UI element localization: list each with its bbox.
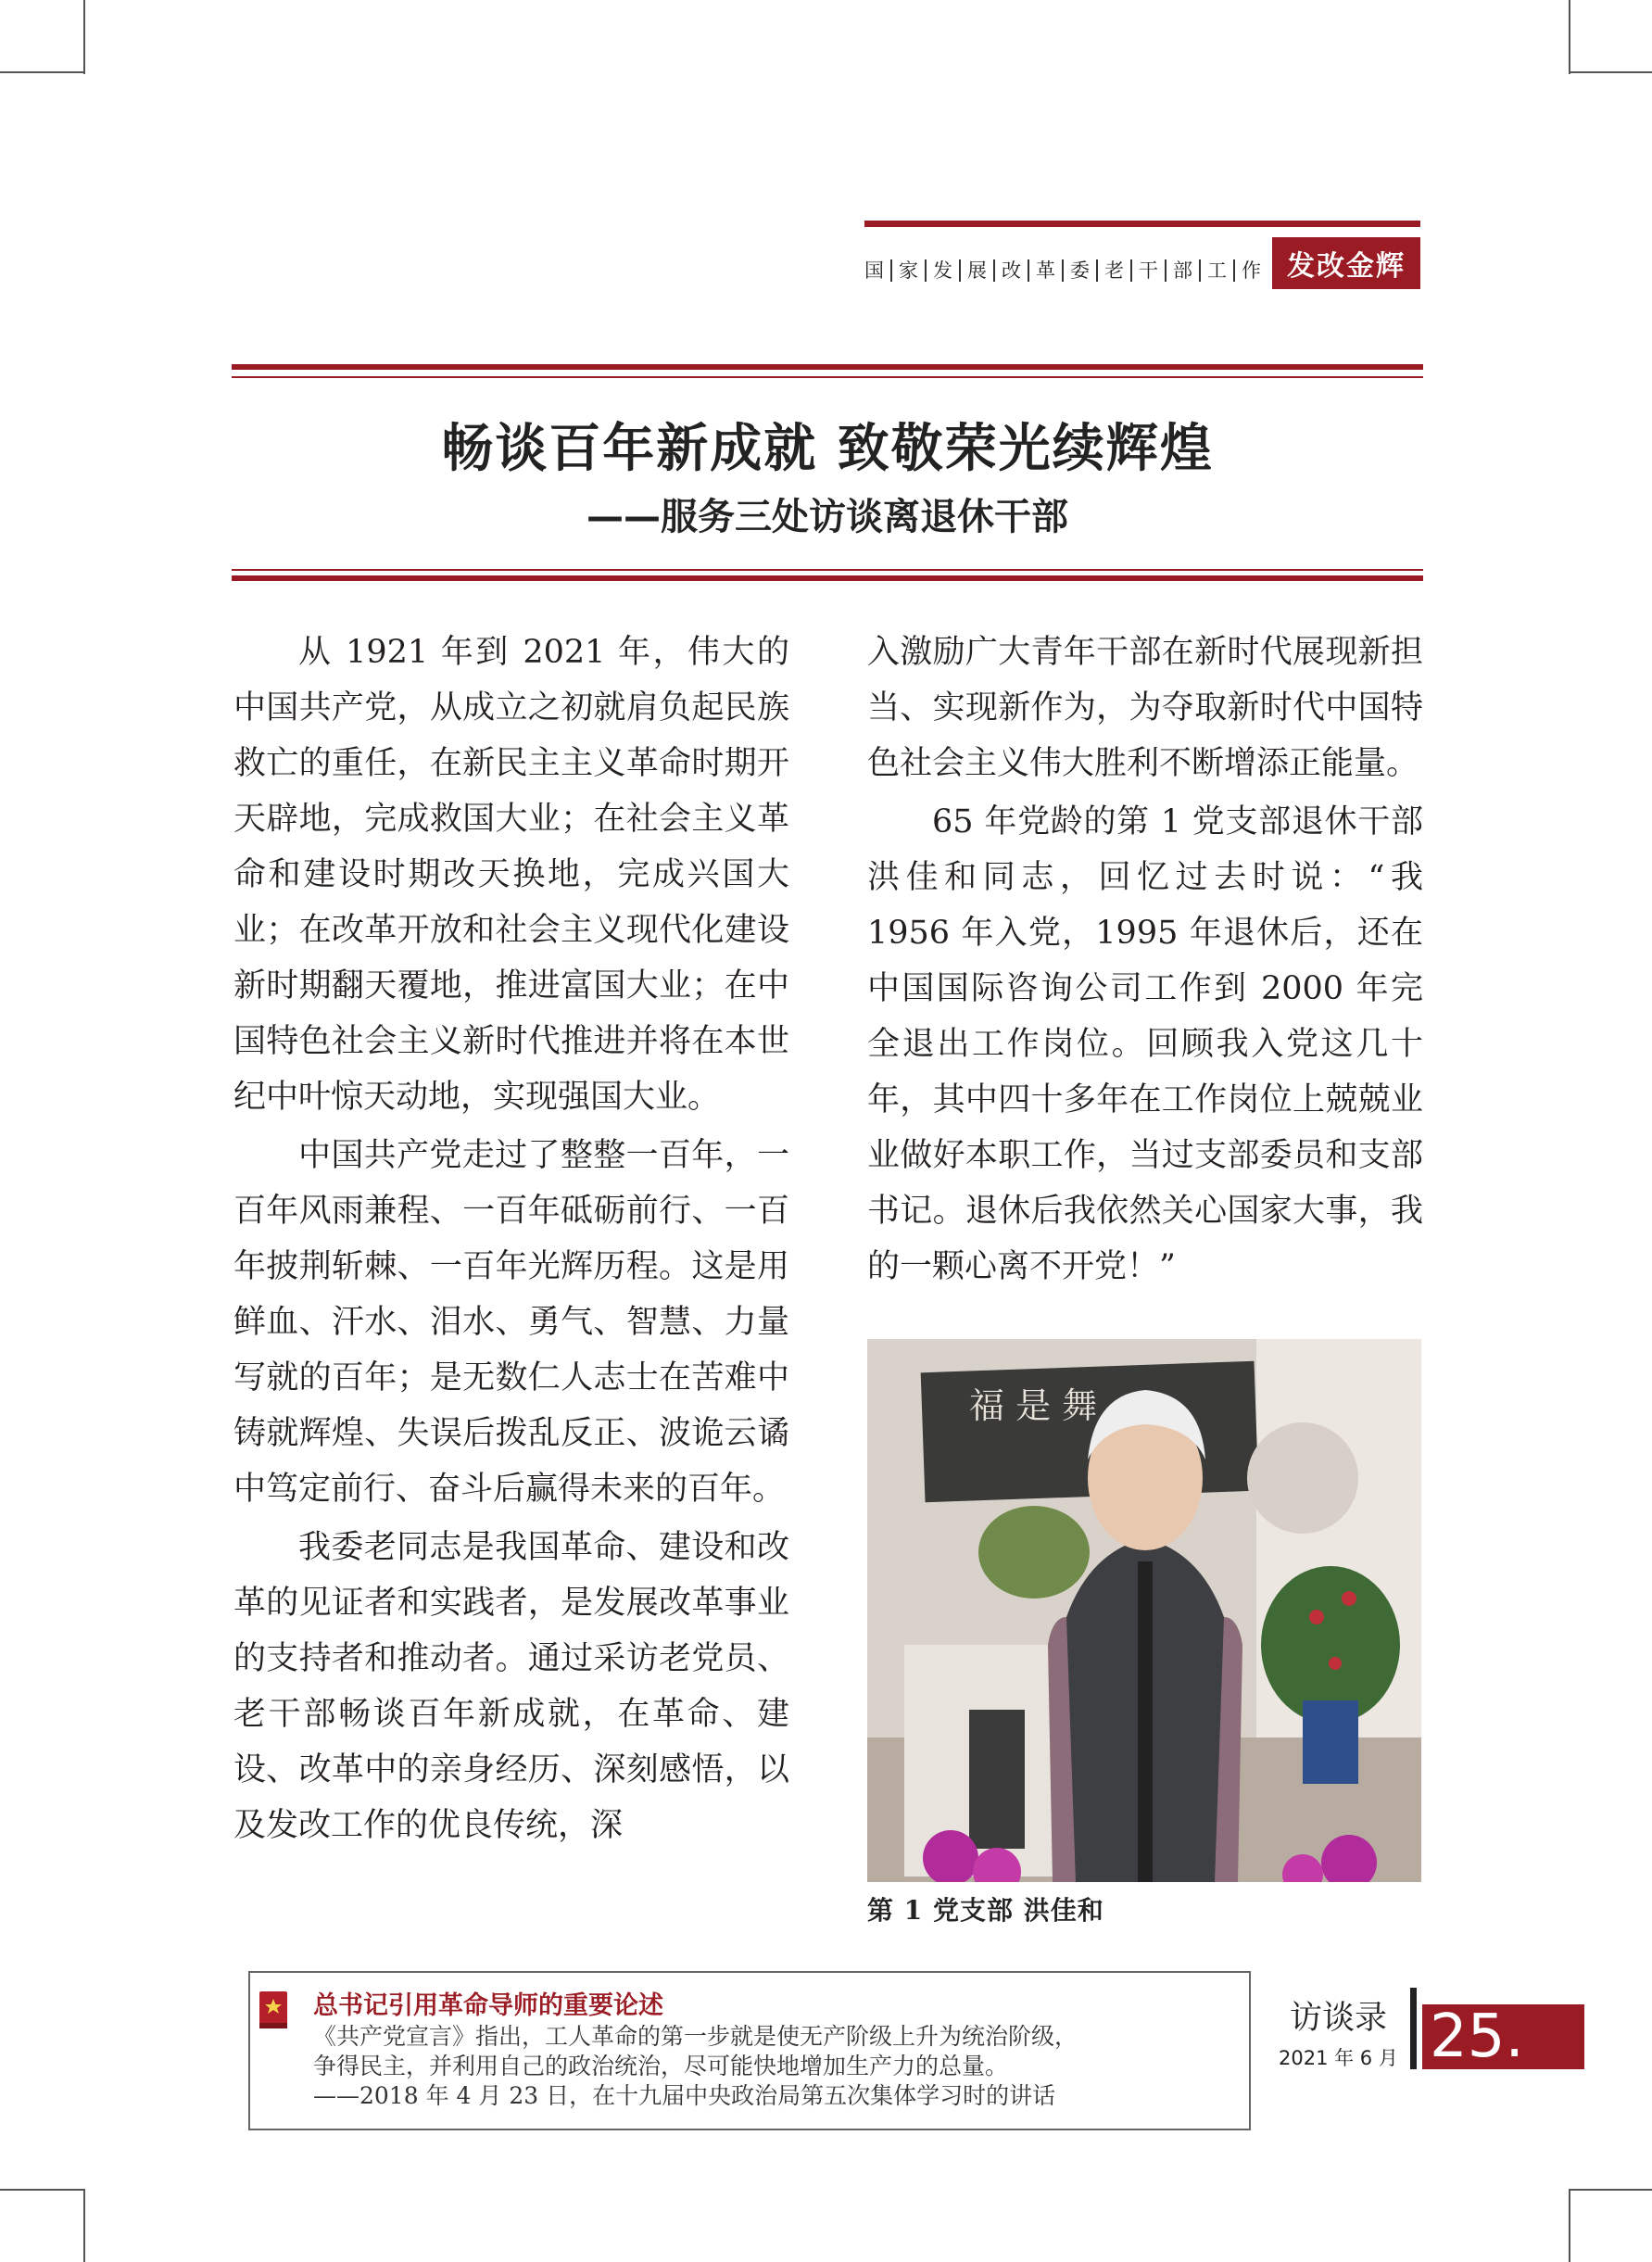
paragraph-continuation: 入激励广大青年干部在新时代展现新担当、实现新作为，为夺取新时代中国特色社会主义伟大胜利不断增添正能量。 bbox=[867, 634, 1423, 782]
crop-mark bbox=[83, 0, 85, 74]
crop-mark bbox=[1569, 2189, 1652, 2191]
crop-mark bbox=[83, 2189, 85, 2262]
page-number: 25. bbox=[1422, 2004, 1584, 2069]
portrait-photo bbox=[867, 1339, 1421, 1882]
header-char: 委 bbox=[1064, 259, 1098, 282]
header-char: 作 bbox=[1242, 259, 1261, 282]
quote-title: 总书记引用革命导师的重要论述 bbox=[313, 1991, 663, 2020]
right-column bbox=[867, 625, 1423, 1297]
footer-divider bbox=[1410, 1988, 1417, 2069]
book-star-icon bbox=[256, 1990, 293, 2034]
portrait-illustration bbox=[867, 1339, 1421, 1882]
section-label: 访谈录 bbox=[1290, 2000, 1388, 2037]
paragraph: 从 1921 年到 2021 年，伟大的中国共产党，从成立之初就肩负起民族救亡的重任，在新民主主义革命时期开天辟地，完成救国大业；在社会主义革命和建设时期改天换地，完成兴国大业；在改革开放和社会主义现代化建设新时期翻天覆地，推进富国大业；在中国特色社会主义新时代推进并将在本世纪中叶惊天动地，实现强国大业。 bbox=[233, 634, 789, 1116]
crop-mark bbox=[1569, 2189, 1570, 2262]
crop-mark bbox=[1569, 0, 1570, 74]
quote-line: 争得民主，并利用自己的政治统治，尽可能快地增加生产力的总量。 bbox=[313, 2053, 1009, 2079]
header-org-name bbox=[864, 254, 1267, 287]
paragraph: 65 年党龄的第 1 党支部退休干部洪佳和同志，回忆过去时说：“我 1956 年入党，1995 年退休后，还在中国国际咨询公司工作到 2000 年完全退出工作岗位。回顾我入党这几十年，其中四十多年在工作岗位上兢兢业业做好本职工作，当过支部委员和支部书记。退休后我依然关心国家大事，我的一颗心离不开党！” bbox=[867, 803, 1423, 1285]
title-rule-top-thin bbox=[232, 376, 1423, 378]
header-char: 干 bbox=[1132, 259, 1166, 282]
issue-date: 2021 年 6 月 bbox=[1279, 2047, 1398, 2069]
crop-mark bbox=[0, 71, 85, 73]
header-badge: 发改金辉 bbox=[1272, 237, 1420, 289]
article-subtitle: ——服务三处访谈离退休干部 bbox=[586, 496, 1068, 538]
crop-mark bbox=[1569, 71, 1652, 73]
header-char: 部 bbox=[1166, 259, 1201, 282]
left-column bbox=[233, 625, 789, 1856]
header-char: 国 bbox=[864, 259, 892, 282]
header-char: 家 bbox=[892, 259, 927, 282]
board-text: 福 是 舞 bbox=[969, 1385, 1098, 1426]
quote-line: 《共产党宣言》指出，工人革命的第一步就是使无产阶级上升为统治阶级， bbox=[313, 2023, 1078, 2050]
title-rule-top bbox=[232, 364, 1423, 370]
photo-caption: 第 1 党支部 洪佳和 bbox=[867, 1895, 1104, 1926]
header-char: 发 bbox=[927, 259, 961, 282]
title-rule-bottom-thin bbox=[232, 569, 1423, 571]
crop-mark bbox=[0, 2189, 85, 2191]
quote-source: ——2018 年 4 月 23 日，在十九届中央政治局第五次集体学习时的讲话 bbox=[313, 2082, 1056, 2109]
header-char: 老 bbox=[1098, 259, 1132, 282]
article-title: 畅谈百年新成就 致敬荣光续辉煌 bbox=[441, 418, 1214, 479]
header-rule bbox=[864, 221, 1420, 227]
header-char: 工 bbox=[1201, 259, 1235, 282]
paragraph: 我委老同志是我国革命、建设和改革的见证者和实践者，是发展改革事业的支持者和推动者。通过采访老党员、老干部畅谈百年新成就，在革命、建设、改革中的亲身经历、深刻感悟，以及发改工作的优良传统，深 bbox=[233, 1529, 789, 1844]
header-char: 改 bbox=[995, 259, 1029, 282]
paragraph: 中国共产党走过了整整一百年，一百年风雨兼程、一百年砥砺前行、一百年披荆斩棘、一百年光辉历程。这是用鲜血、汗水、泪水、勇气、智慧、力量写就的百年；是无数仁人志士在苦难中铸就辉煌、失误后拨乱反正、波诡云谲中笃定前行、奋斗后赢得未来的百年。 bbox=[233, 1137, 789, 1508]
header-char: 革 bbox=[1029, 259, 1064, 282]
header-char: 展 bbox=[961, 259, 995, 282]
title-rule-bottom bbox=[232, 575, 1423, 581]
